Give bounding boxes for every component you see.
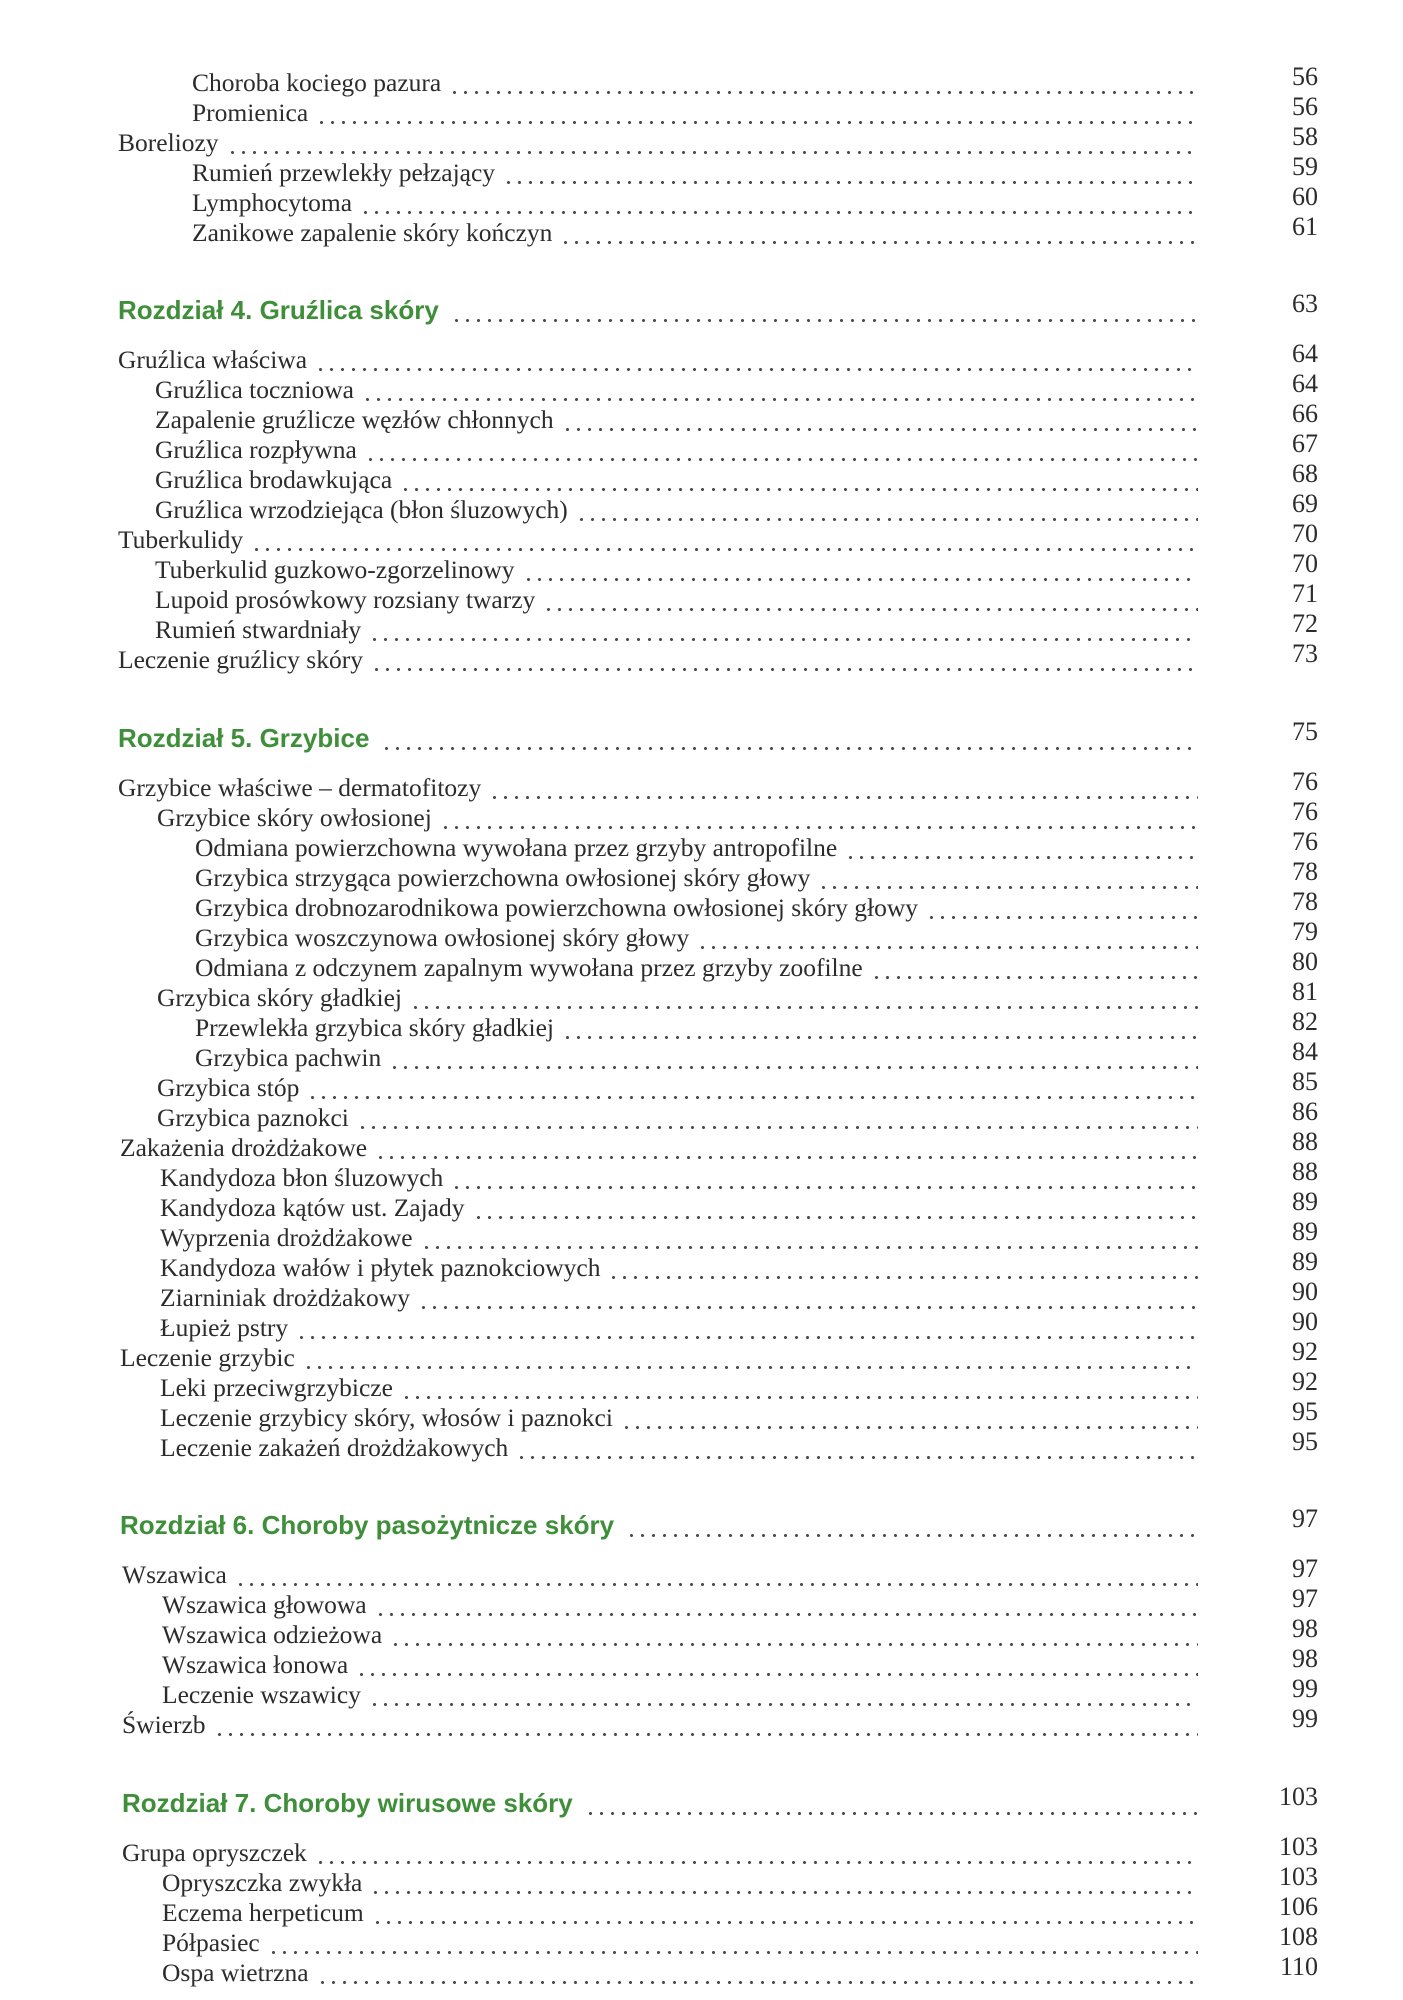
entry-title: Leki przeciwgrzybicze xyxy=(160,1373,393,1402)
toc-entry-line xyxy=(120,1510,1198,1540)
toc-entry-line xyxy=(155,495,1198,525)
dot-leader xyxy=(358,188,1198,218)
chapter-heading xyxy=(120,1504,1318,1540)
page-number: 88 xyxy=(1292,1127,1318,1156)
toc-entry xyxy=(162,1892,1318,1928)
page-number: 98 xyxy=(1292,1614,1318,1643)
toc-entry-line xyxy=(160,1373,1198,1403)
toc-entry xyxy=(120,1127,1318,1163)
entry-title: Ziarniniak drożdżakowy xyxy=(160,1283,410,1312)
page-number: 88 xyxy=(1292,1157,1318,1186)
entry-title: Półpasiec xyxy=(162,1928,260,1957)
toc-entry-line xyxy=(120,1343,1198,1373)
entry-title: Lymphocytoma xyxy=(192,188,353,217)
entry-title: Leczenie gruźlicy skóry xyxy=(118,645,363,674)
dot-leader xyxy=(212,1710,1198,1740)
toc-entry xyxy=(195,827,1318,863)
dot-leader xyxy=(560,405,1198,435)
page-number: 95 xyxy=(1292,1397,1318,1426)
page-number: 79 xyxy=(1292,917,1318,946)
page-number: 95 xyxy=(1292,1427,1318,1456)
toc-entry-line xyxy=(160,1433,1198,1463)
page-number: 80 xyxy=(1292,947,1318,976)
toc-entry-line xyxy=(118,723,1198,753)
entry-title: Grzybica pachwin xyxy=(195,1043,382,1072)
toc-entry-line xyxy=(160,1163,1198,1193)
page-number: 98 xyxy=(1292,1644,1318,1673)
toc-entry xyxy=(160,1157,1318,1193)
toc-entry xyxy=(162,1644,1318,1680)
page-number: 86 xyxy=(1292,1097,1318,1126)
toc-entry xyxy=(160,1277,1318,1313)
dot-leader xyxy=(355,1103,1198,1133)
dot-leader xyxy=(370,1898,1198,1928)
entry-title: Ospa wietrzna xyxy=(162,1958,309,1987)
page-number: 106 xyxy=(1279,1892,1318,1921)
page-number: 89 xyxy=(1292,1187,1318,1216)
toc-entry-line xyxy=(192,158,1198,188)
toc-entry-line xyxy=(160,1253,1198,1283)
toc-entry xyxy=(155,609,1318,645)
toc-entry-line xyxy=(118,128,1198,158)
entry-title: Promienica xyxy=(192,98,309,127)
entry-title: Lupoid prosówkowy rozsiany twarzy xyxy=(155,585,536,614)
toc-entry-line xyxy=(155,555,1198,585)
page-number: 89 xyxy=(1292,1247,1318,1276)
toc-entry-line xyxy=(155,615,1198,645)
page-number: 78 xyxy=(1292,887,1318,916)
toc-entry-line xyxy=(160,1193,1198,1223)
page-number: 92 xyxy=(1292,1367,1318,1396)
toc-entry xyxy=(195,947,1318,983)
entry-title: Leczenie grzybicy skóry, włosów i paznokci xyxy=(160,1403,613,1432)
dot-leader xyxy=(387,1043,1198,1073)
dot-leader xyxy=(315,1958,1198,1988)
toc-entry xyxy=(155,549,1318,585)
toc-entry-line xyxy=(120,1133,1198,1163)
page-number: 61 xyxy=(1292,212,1318,241)
page-number: 97 xyxy=(1292,1584,1318,1613)
dot-leader xyxy=(388,1620,1198,1650)
dot-leader xyxy=(367,615,1198,645)
dot-leader xyxy=(619,1403,1198,1433)
toc-entry xyxy=(118,122,1318,158)
toc-entry xyxy=(195,1007,1318,1043)
page-number: 97 xyxy=(1292,1554,1318,1583)
entry-title: Przewlekła grzybica skóry gładkiej xyxy=(195,1013,554,1042)
page-number: 85 xyxy=(1292,1067,1318,1096)
toc-entry-line xyxy=(155,375,1198,405)
toc-entry-line xyxy=(122,1560,1198,1590)
dot-leader xyxy=(294,1313,1198,1343)
toc-entry-line xyxy=(162,1958,1198,1988)
page-number: 89 xyxy=(1292,1217,1318,1246)
entry-title: Łupież pstry xyxy=(160,1313,289,1342)
entry-title: Grzybica paznokci xyxy=(157,1103,349,1132)
entry-title: Leczenie wszawicy xyxy=(162,1680,361,1709)
toc-entry-line xyxy=(162,1620,1198,1650)
dot-leader xyxy=(313,345,1198,375)
chapter-heading xyxy=(118,717,1318,753)
dot-leader xyxy=(266,1928,1198,1958)
page-number: 72 xyxy=(1292,609,1318,638)
page-number: 64 xyxy=(1292,369,1318,398)
toc-entry-line xyxy=(122,1710,1198,1740)
toc-entry-line xyxy=(155,465,1198,495)
dot-leader xyxy=(541,585,1198,615)
dot-leader xyxy=(583,1788,1198,1818)
toc-entry-line xyxy=(162,1680,1198,1710)
toc-entry xyxy=(122,1704,1318,1740)
toc-entry xyxy=(122,1554,1318,1590)
page-number: 59 xyxy=(1292,152,1318,181)
page-number: 70 xyxy=(1292,519,1318,548)
entry-title: Gruźlica właściwa xyxy=(118,345,308,374)
page-number: 67 xyxy=(1292,429,1318,458)
toc-entry xyxy=(162,1922,1318,1958)
page-number: 58 xyxy=(1292,122,1318,151)
dot-leader xyxy=(249,525,1198,555)
entry-title: Grzybice skóry owłosionej xyxy=(157,803,432,832)
toc-entry xyxy=(118,767,1318,803)
toc-entry xyxy=(192,182,1318,218)
entry-title: Odmiana powierzchowna wywołana przez grzyby antropofilne xyxy=(195,833,838,862)
page-number: 56 xyxy=(1292,92,1318,121)
dot-leader xyxy=(869,953,1198,983)
dot-leader xyxy=(438,803,1198,833)
entry-title: Rumień przewlekły pełzający xyxy=(192,158,496,187)
toc-entry-line xyxy=(118,345,1198,375)
toc-entry xyxy=(155,429,1318,465)
dot-leader xyxy=(301,1343,1198,1373)
dot-leader xyxy=(521,555,1198,585)
toc-entry-line xyxy=(160,1223,1198,1253)
toc-entry xyxy=(122,1832,1318,1868)
toc-entry xyxy=(155,579,1318,615)
entry-title: Grzybica strzygąca powierzchowna owłosionej skóry głowy xyxy=(195,863,811,892)
toc-entry xyxy=(160,1247,1318,1283)
page-number: 99 xyxy=(1292,1704,1318,1733)
dot-leader xyxy=(574,495,1198,525)
page-number: 99 xyxy=(1292,1674,1318,1703)
dot-leader xyxy=(487,773,1198,803)
page-number: 60 xyxy=(1292,182,1318,211)
dot-leader xyxy=(416,1283,1198,1313)
page-number: 70 xyxy=(1292,549,1318,578)
dot-leader xyxy=(408,983,1198,1013)
dot-leader xyxy=(367,1680,1198,1710)
dot-leader xyxy=(373,1590,1198,1620)
page-number: 103 xyxy=(1279,1782,1318,1811)
toc-entry xyxy=(155,369,1318,405)
page-number: 76 xyxy=(1292,767,1318,796)
page-number: 66 xyxy=(1292,399,1318,428)
page-number: 108 xyxy=(1279,1922,1318,1951)
dot-leader xyxy=(369,645,1198,675)
toc-entry-line xyxy=(155,585,1198,615)
toc-entry xyxy=(120,1337,1318,1373)
toc-entry-line xyxy=(160,1403,1198,1433)
toc-entry xyxy=(157,797,1318,833)
entry-title: Leczenie grzybic xyxy=(120,1343,295,1372)
page-number: 64 xyxy=(1292,339,1318,368)
page-number: 84 xyxy=(1292,1037,1318,1066)
toc-entry-line xyxy=(157,983,1198,1013)
dot-leader xyxy=(354,1650,1198,1680)
toc-entry xyxy=(192,152,1318,188)
toc-entry xyxy=(162,1862,1318,1898)
toc-entry xyxy=(195,857,1318,893)
entry-title: Kandydoza kątów ust. Zajady xyxy=(160,1193,465,1222)
chapter-heading xyxy=(122,1782,1318,1818)
dot-leader xyxy=(368,1868,1198,1898)
toc-entry-line xyxy=(118,525,1198,555)
page-number: 75 xyxy=(1292,717,1318,746)
toc-entry xyxy=(160,1187,1318,1223)
toc-entry-line xyxy=(157,1103,1198,1133)
toc-entry xyxy=(157,977,1318,1013)
toc-entry-line xyxy=(157,1073,1198,1103)
entry-title: Boreliozy xyxy=(118,128,219,157)
dot-leader xyxy=(399,1373,1198,1403)
toc-entry xyxy=(192,92,1318,128)
dot-leader xyxy=(225,128,1198,158)
entry-title: Grupa opryszczek xyxy=(122,1838,307,1867)
toc-entry-line xyxy=(195,953,1198,983)
dot-leader xyxy=(560,1013,1198,1043)
toc-entry xyxy=(162,1584,1318,1620)
entry-title: Wszawica odzieżowa xyxy=(162,1620,383,1649)
toc-entry-line xyxy=(155,405,1198,435)
toc-entry xyxy=(162,1952,1318,1988)
dot-leader xyxy=(360,375,1198,405)
dot-leader xyxy=(471,1193,1199,1223)
entry-title: Grzybica drobnozarodnikowa powierzchowna owłosionej skóry głowy xyxy=(195,893,919,922)
toc-entry-line xyxy=(160,1283,1198,1313)
dot-leader xyxy=(449,1163,1198,1193)
page-number: 92 xyxy=(1292,1337,1318,1366)
toc-entry-line xyxy=(122,1838,1198,1868)
toc-entry xyxy=(162,1614,1318,1650)
dot-leader xyxy=(695,923,1198,953)
entry-title: Kandydoza wałów i płytek paznokciowych xyxy=(160,1253,601,1282)
dot-leader xyxy=(514,1433,1198,1463)
entry-title: Zakażenia drożdżakowe xyxy=(120,1133,368,1162)
toc-entry xyxy=(160,1397,1318,1433)
page-number: 71 xyxy=(1292,579,1318,608)
entry-title: Świerzb xyxy=(122,1710,206,1739)
toc-entry xyxy=(160,1307,1318,1343)
dot-leader xyxy=(373,1133,1198,1163)
dot-leader xyxy=(379,723,1198,753)
dot-leader xyxy=(447,68,1198,98)
entry-title: Zanikowe zapalenie skóry kończyn xyxy=(192,218,553,247)
toc-entry-line xyxy=(155,435,1198,465)
chapter-title: Rozdział 5. Grzybice xyxy=(118,723,370,753)
dot-leader xyxy=(314,98,1198,128)
entry-title: Eczema herpeticum xyxy=(162,1898,364,1927)
entry-title: Leczenie zakażeń drożdżakowych xyxy=(160,1433,509,1462)
entry-title: Grzybica skóry gładkiej xyxy=(157,983,403,1012)
toc-entry xyxy=(192,62,1318,98)
toc-entry-line xyxy=(162,1868,1198,1898)
entry-title: Opryszczka zwykła xyxy=(162,1868,363,1897)
chapter-title: Rozdział 6. Choroby pasożytnicze skóry xyxy=(120,1510,615,1540)
toc-entry-line xyxy=(160,1313,1198,1343)
toc-entry-line xyxy=(162,1590,1198,1620)
dot-leader xyxy=(449,295,1198,325)
toc-entry xyxy=(160,1217,1318,1253)
page-number: 110 xyxy=(1279,1952,1318,1981)
toc-entry-line xyxy=(195,863,1198,893)
entry-title: Gruźlica wrzodziejąca (błon śluzowych) xyxy=(155,495,568,524)
toc-entry-line xyxy=(195,923,1198,953)
chapter-title: Rozdział 7. Choroby wirusowe skóry xyxy=(122,1788,573,1818)
entry-title: Grzybice właściwe – dermatofitozy xyxy=(118,773,482,802)
page-number: 68 xyxy=(1292,459,1318,488)
dot-leader xyxy=(363,435,1198,465)
toc-entry-line xyxy=(192,188,1198,218)
page-number: 78 xyxy=(1292,857,1318,886)
toc-entry-line xyxy=(192,98,1198,128)
page-number: 97 xyxy=(1292,1504,1318,1533)
toc-entry-line xyxy=(118,645,1198,675)
page-number: 76 xyxy=(1292,797,1318,826)
chapter-heading xyxy=(118,289,1318,325)
toc-entry-line xyxy=(195,1013,1198,1043)
toc-entry xyxy=(118,519,1318,555)
dot-leader xyxy=(924,893,1198,923)
toc-entry xyxy=(195,887,1318,923)
toc-entry-line xyxy=(122,1788,1198,1818)
toc-entry-line xyxy=(192,218,1198,248)
toc-entry-line xyxy=(195,1043,1198,1073)
page-number: 81 xyxy=(1292,977,1318,1006)
toc-entry xyxy=(155,459,1318,495)
entry-title: Wszawica głowowa xyxy=(162,1590,367,1619)
toc-entry xyxy=(195,1037,1318,1073)
toc-entry-line xyxy=(162,1898,1198,1928)
page-number: 56 xyxy=(1292,62,1318,91)
toc-entry-line xyxy=(118,295,1198,325)
entry-title: Wyprzenia drożdżakowe xyxy=(160,1223,413,1252)
page-number: 82 xyxy=(1292,1007,1318,1036)
toc-entry xyxy=(195,917,1318,953)
entry-title: Choroba kociego pazura xyxy=(192,68,442,97)
toc-entry-line xyxy=(162,1928,1198,1958)
page-number: 63 xyxy=(1292,289,1318,318)
dot-leader xyxy=(305,1073,1198,1103)
entry-title: Gruźlica toczniowa xyxy=(155,375,354,404)
entry-title: Tuberkulid guzkowo-zgorzelinowy xyxy=(155,555,515,584)
page-number: 90 xyxy=(1292,1277,1318,1306)
page-number: 69 xyxy=(1292,489,1318,518)
dot-leader xyxy=(398,465,1198,495)
toc-entry xyxy=(155,489,1318,525)
toc-entry-line xyxy=(195,833,1198,863)
page-number: 90 xyxy=(1292,1307,1318,1336)
dot-leader xyxy=(419,1223,1198,1253)
entry-title: Gruźlica brodawkująca xyxy=(155,465,393,494)
dot-leader xyxy=(606,1253,1198,1283)
dot-leader xyxy=(624,1510,1198,1540)
toc-entry-line xyxy=(118,773,1198,803)
toc-entry-line xyxy=(192,68,1198,98)
dot-leader xyxy=(501,158,1198,188)
entry-title: Odmiana z odczynem zapalnym wywołana przez grzyby zoofilne xyxy=(195,953,863,982)
chapter-title: Rozdział 4. Gruźlica skóry xyxy=(118,295,439,325)
toc-entry xyxy=(118,639,1318,675)
toc-entry xyxy=(157,1067,1318,1103)
dot-leader xyxy=(816,863,1198,893)
toc-entry xyxy=(162,1674,1318,1710)
entry-title: Wszawica xyxy=(122,1560,227,1589)
entry-title: Grzybica stóp xyxy=(157,1073,300,1102)
dot-leader xyxy=(843,833,1198,863)
entry-title: Rumień stwardniały xyxy=(155,615,362,644)
toc-entry xyxy=(160,1367,1318,1403)
page-number: 76 xyxy=(1292,827,1318,856)
toc-entry xyxy=(157,1097,1318,1133)
toc-entry-line xyxy=(162,1650,1198,1680)
dot-leader xyxy=(233,1560,1198,1590)
page-number: 103 xyxy=(1279,1862,1318,1891)
page-number: 103 xyxy=(1279,1832,1318,1861)
toc-entry xyxy=(118,339,1318,375)
toc-entry xyxy=(160,1427,1318,1463)
dot-leader xyxy=(313,1838,1198,1868)
entry-title: Kandydoza błon śluzowych xyxy=(160,1163,444,1192)
toc-entry xyxy=(192,212,1318,248)
entry-title: Grzybica woszczynowa owłosionej skóry głowy xyxy=(195,923,690,952)
entry-title: Zapalenie gruźlicze węzłów chłonnych xyxy=(155,405,554,434)
entry-title: Gruźlica rozpływna xyxy=(155,435,357,464)
page-number: 73 xyxy=(1292,639,1318,668)
entry-title: Tuberkulidy xyxy=(118,525,244,554)
toc-entry-line xyxy=(157,803,1198,833)
toc-entry-line xyxy=(195,893,1198,923)
dot-leader xyxy=(558,218,1198,248)
toc-entry xyxy=(155,399,1318,435)
entry-title: Wszawica łonowa xyxy=(162,1650,349,1679)
